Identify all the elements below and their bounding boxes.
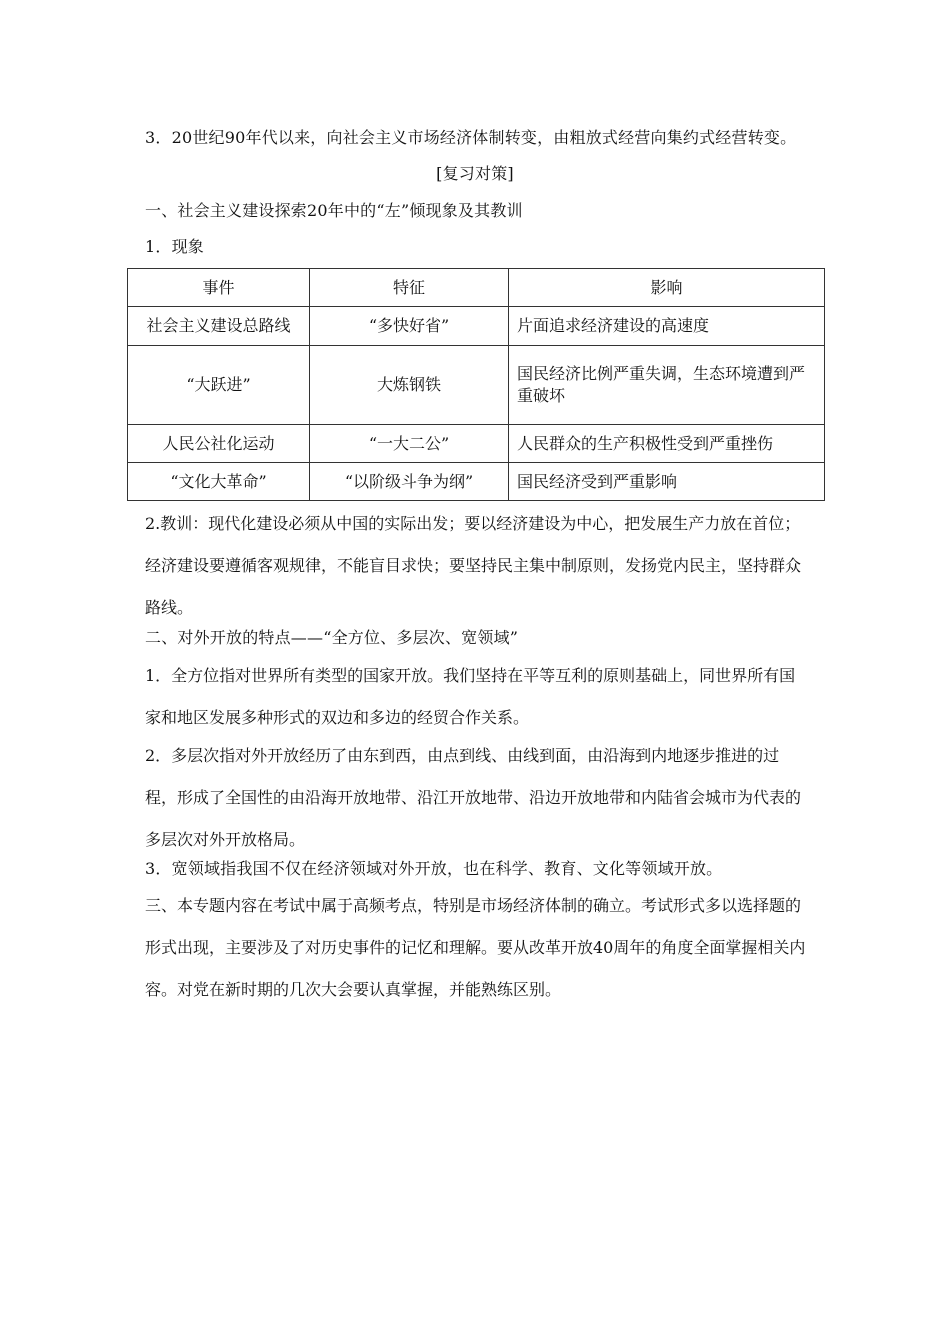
section1-title: 一、社会主义建设探索20年中的“左”倾现象及其教训 xyxy=(145,201,523,220)
table-header-cell: 事件 xyxy=(128,269,310,307)
point-3: 3．宽领域指我国不仅在经济领域对外开放，也在科学、教育、文化等领域开放。 xyxy=(145,859,723,878)
intro-line: 3．20世纪90年代以来，向社会主义市场经济体制转变，由粗放式经营向集约式经营转变。 xyxy=(145,128,797,147)
table-cell: “一大二公” xyxy=(310,425,509,463)
point-2: 2．多层次指对外开放经历了由东到西，由点到线、由线到面，由沿海到内地逐步推进的过程，形成了全国性的由沿海开放地带、沿江开放地带、沿边开放地带和内陆省会城市为代表的多层次对外开放格局。 xyxy=(145,746,802,849)
table-row xyxy=(128,425,825,463)
table-cell: 国民经济比例严重失调，生态环境遭到严重破坏 xyxy=(509,346,825,425)
table-header-row xyxy=(128,269,825,307)
table-cell: 人民群众的生产积极性受到严重挫伤 xyxy=(509,425,825,463)
section2-title: 二、对外开放的特点——“全方位、多层次、宽领域” xyxy=(145,628,519,647)
table-cell: 国民经济受到严重影响 xyxy=(509,463,825,501)
table-cell: 片面追求经济建设的高速度 xyxy=(509,307,825,346)
review-title: [复习对策] xyxy=(436,164,514,183)
lesson-paragraph: 2.教训：现代化建设必须从中国的实际出发；要以经济建设为中心，把发展生产力放在首位；经济建设要遵循客观规律，不能盲目求快；要坚持民主集中制原则，发扬党内民主，坚持群众路线。 xyxy=(145,514,802,617)
table-cell: 人民公社化运动 xyxy=(128,425,310,463)
table-row xyxy=(128,307,825,346)
table-cell: 大炼钢铁 xyxy=(310,346,509,425)
table-row xyxy=(128,346,825,425)
table-row xyxy=(128,463,825,501)
table-cell: “文化大革命” xyxy=(128,463,310,501)
table-cell: “大跃进” xyxy=(128,346,310,425)
table-header-cell: 影响 xyxy=(509,269,825,307)
table-cell: “以阶级斗争为纲” xyxy=(310,463,509,501)
phenomenon-label: 1．现象 xyxy=(145,237,204,256)
table-header-cell: 特征 xyxy=(310,269,509,307)
table-cell: “多快好省” xyxy=(310,307,509,346)
table-cell: 社会主义建设总路线 xyxy=(128,307,310,346)
point-1: 1．全方位指对世界所有类型的国家开放。我们坚持在平等互利的原则基础上，同世界所有国家和地区发展多种形式的双边和多边的经贸合作关系。 xyxy=(145,666,796,727)
phenomena-table xyxy=(127,268,825,501)
section3-paragraph: 三、本专题内容在考试中属于高频考点，特别是市场经济体制的确立。考试形式多以选择题的形式出现，主要涉及了对历史事件的记忆和理解。要从改革开放40周年的角度全面掌握相关内容。对党在新时期的几次大会要认真掌握，并能熟练区别。 xyxy=(145,896,806,999)
